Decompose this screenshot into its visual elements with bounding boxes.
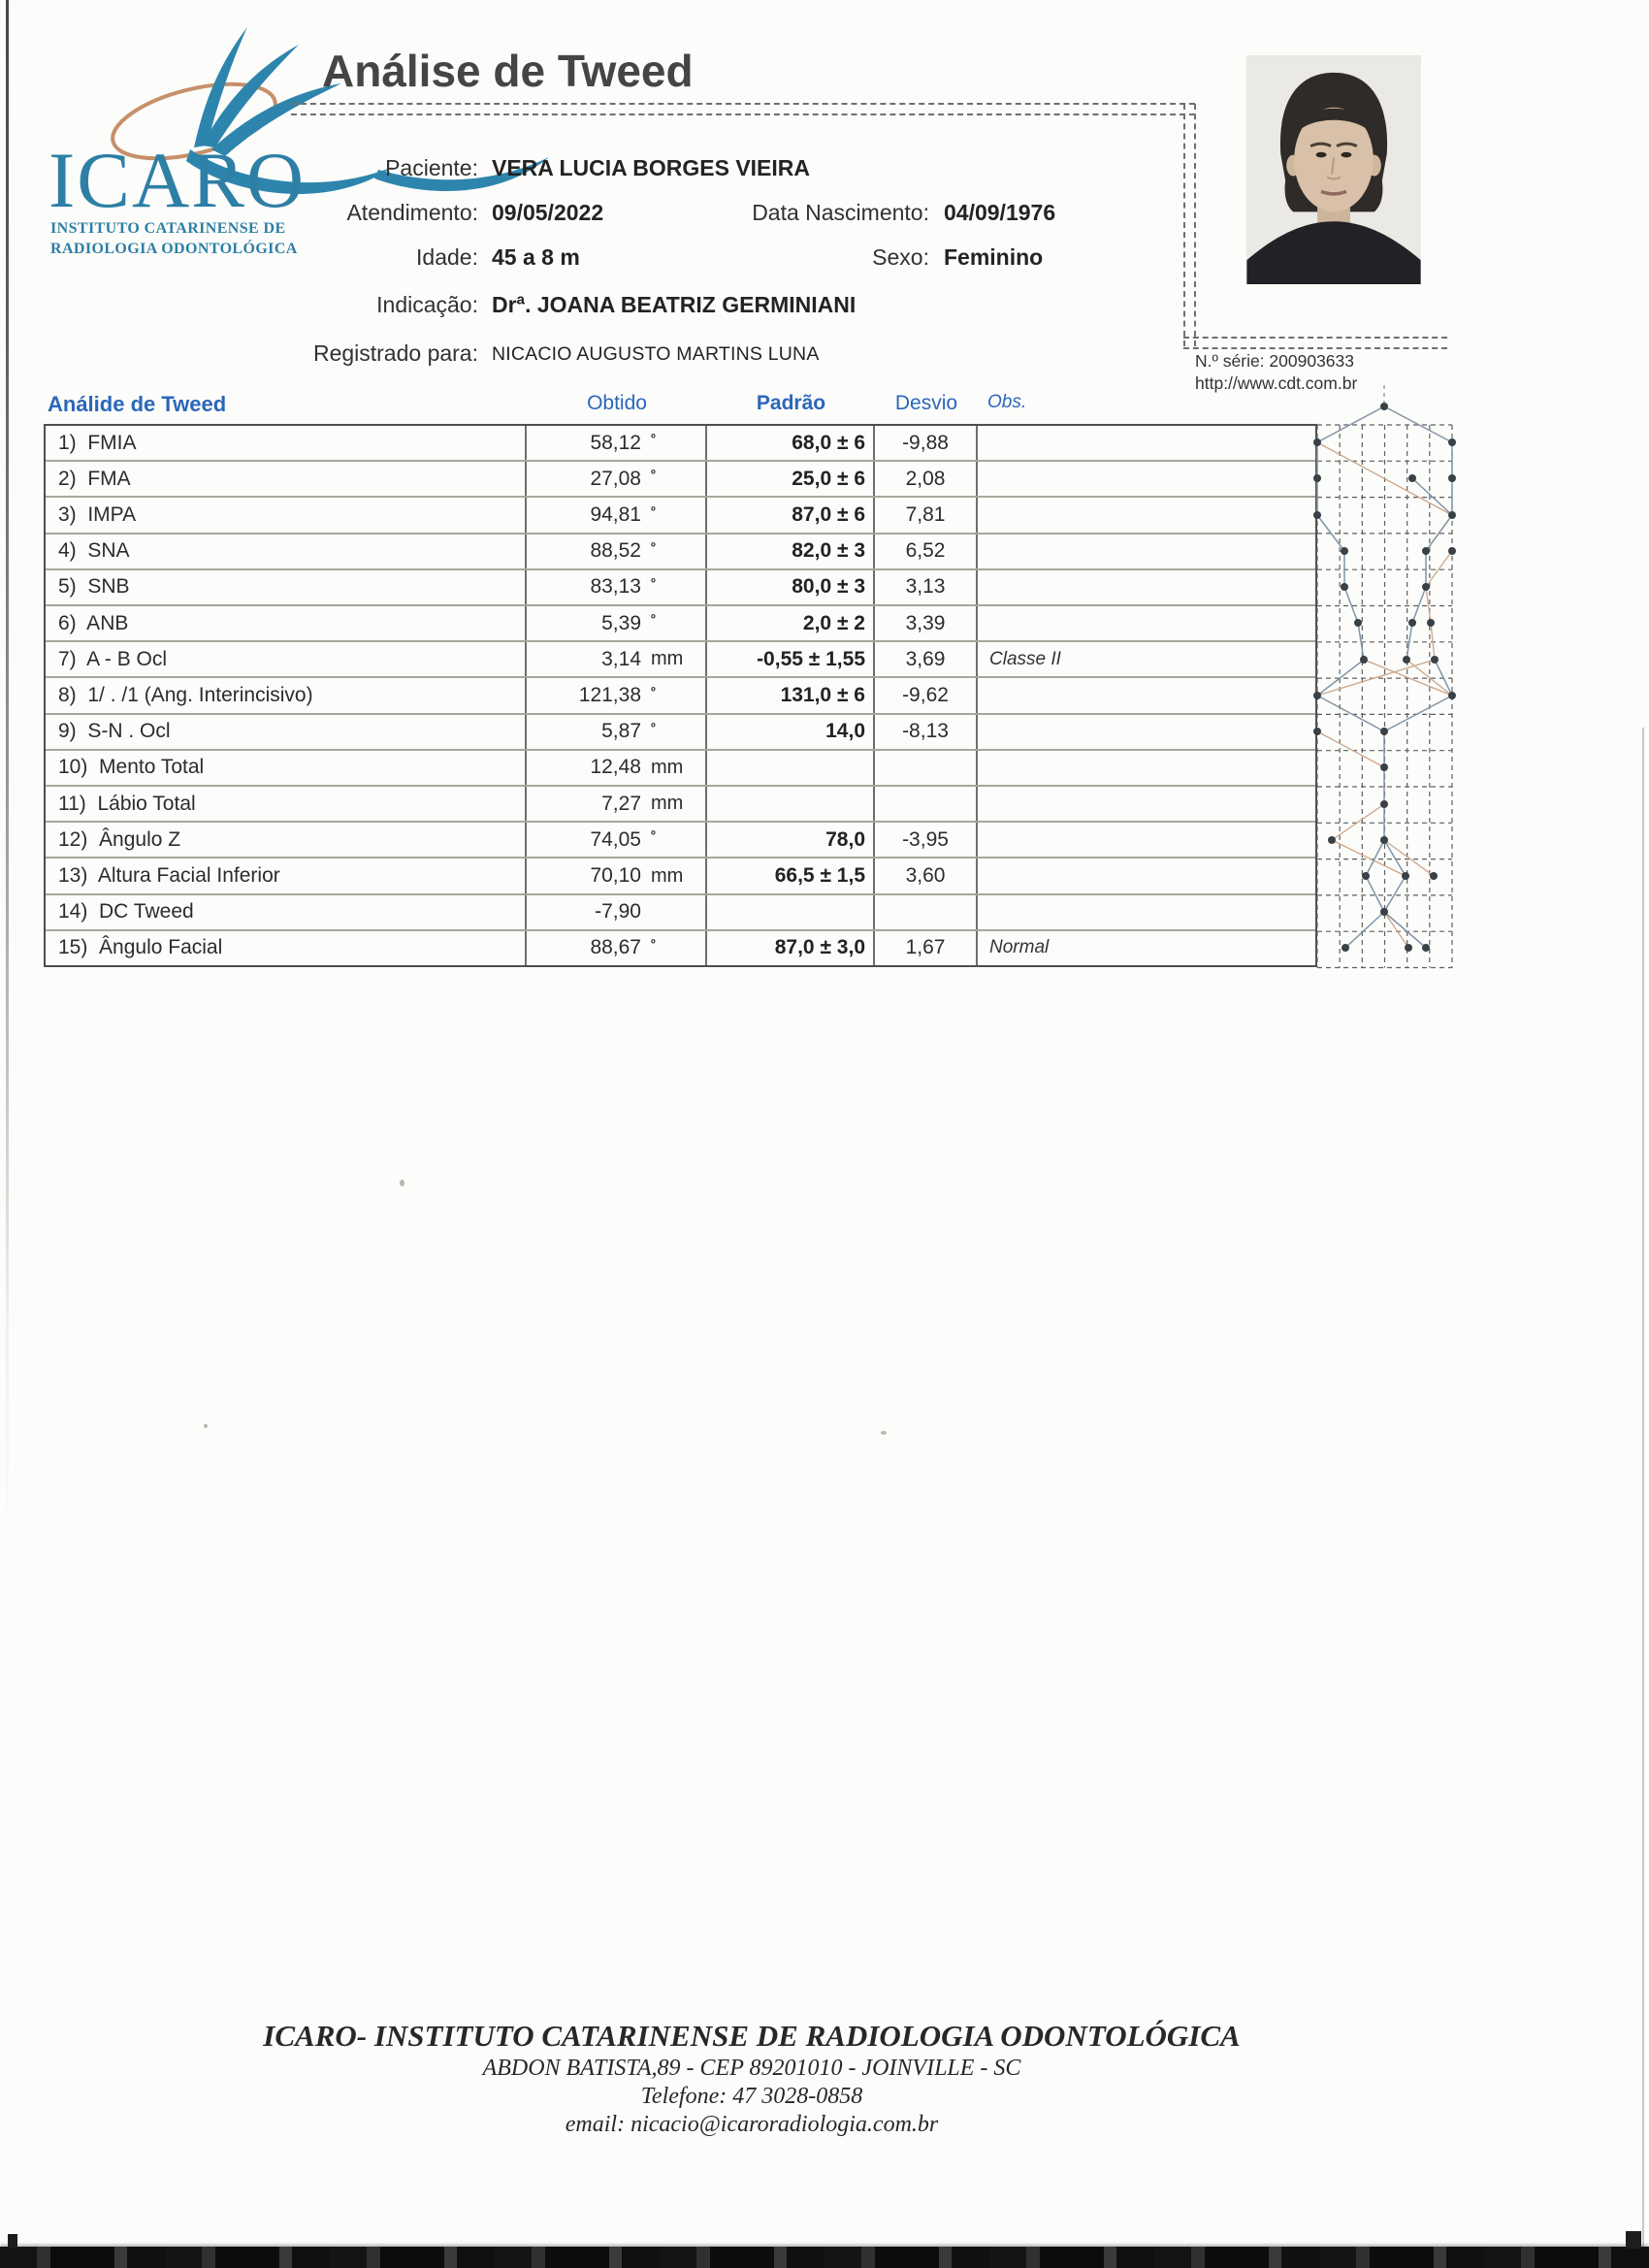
data-point — [1360, 656, 1368, 664]
data-point — [1408, 619, 1416, 627]
degree-symbol: º — [651, 431, 656, 446]
patient-field-label: Indicação: — [376, 292, 478, 317]
polygon-segment-blue — [1412, 587, 1426, 623]
cell-measurement-label: 7) A - B Ocl — [58, 647, 168, 670]
polygon-segment-blue — [1317, 696, 1384, 731]
polygon-segment-blue — [1344, 587, 1358, 623]
data-point — [1448, 511, 1456, 519]
footer-email: email: nicacio@icaroradiologia.com.br — [565, 2112, 939, 2137]
table-row — [46, 713, 1315, 749]
obtido-value: 88,67 — [590, 936, 641, 959]
polygon-segment-blue — [1366, 876, 1384, 912]
data-point — [1430, 872, 1438, 880]
patient-field-value: NICACIO AUGUSTO MARTINS LUNA — [492, 343, 820, 365]
degree-symbol: º — [651, 683, 656, 698]
obtido-value: 94,81 — [590, 503, 641, 526]
obtido-unit — [647, 576, 705, 599]
cell-obs — [976, 751, 1315, 785]
cell-measurement-label: 2) FMA — [58, 467, 131, 490]
polygon-segment-blue — [1345, 912, 1384, 948]
cell-desvio: -8,13 — [873, 715, 976, 749]
data-point — [1313, 692, 1321, 699]
right-scan-edge-line — [1642, 728, 1644, 2247]
data-point — [1313, 728, 1321, 735]
table-row — [46, 893, 1315, 929]
cell-obs: Normal — [976, 931, 1315, 965]
table-row — [46, 749, 1315, 785]
data-point — [1405, 944, 1412, 952]
obtido-value: 70,10 — [590, 864, 641, 888]
data-point — [1427, 619, 1435, 627]
patient-field-label: Atendimento: — [346, 200, 478, 225]
obtido-value: 88,52 — [590, 539, 641, 563]
scan-speck — [204, 1424, 208, 1428]
cell-obs — [976, 535, 1315, 568]
obtido-value: 58,12 — [590, 431, 641, 454]
cell-obtido — [525, 859, 705, 892]
obtido-unit: mm — [651, 793, 684, 815]
cell-obs: Classe II — [976, 642, 1315, 676]
data-point — [1362, 872, 1370, 880]
cell-desvio: 3,69 — [873, 642, 976, 676]
cell-measurement-label: 14) DC Tweed — [58, 900, 194, 923]
obtido-unit — [647, 685, 705, 707]
page-title: Análise de Tweed — [322, 46, 694, 96]
cell-obs — [976, 787, 1315, 821]
cell-padrao: 131,0 ± 6 — [705, 678, 873, 712]
obtido-unit — [647, 937, 705, 959]
patient-row — [0, 340, 1183, 372]
obtido-unit — [647, 540, 705, 563]
cell-obtido — [525, 823, 705, 857]
obtido-unit — [647, 432, 705, 454]
polygon-segment-blue — [1384, 876, 1406, 912]
obtido-unit — [647, 468, 705, 490]
degree-symbol: º — [651, 827, 656, 843]
cell-desvio — [873, 895, 976, 929]
table-row — [46, 496, 1315, 532]
footer-phone: Telefone: 47 3028-0858 — [640, 2084, 863, 2109]
patient-field-value: 04/09/1976 — [944, 200, 1056, 225]
cell-obs — [976, 570, 1315, 604]
degree-symbol: º — [651, 611, 656, 627]
cell-padrao: 66,5 ± 1,5 — [705, 859, 873, 892]
data-point — [1313, 474, 1321, 482]
cell-padrao: 87,0 ± 6 — [705, 498, 873, 532]
cell-measurement-label: 5) SNB — [58, 575, 130, 599]
patient-photo — [1246, 55, 1421, 284]
cell-obtido — [525, 895, 705, 929]
logo-subtitle-line1: INSTITUTO CATARINENSE DE — [50, 220, 286, 237]
cell-obtido — [525, 462, 705, 496]
cell-measurement-label: 6) ANB — [58, 611, 129, 634]
cephalometric-polygon-diagram — [1310, 383, 1465, 977]
tweed-analysis-table — [44, 424, 1317, 967]
cell-desvio: 3,39 — [873, 606, 976, 640]
col-header-desvio: Desvio — [894, 392, 958, 414]
polygon-segment-tan — [1431, 623, 1435, 660]
data-point — [1342, 944, 1349, 952]
data-point — [1448, 438, 1456, 446]
cell-obtido — [525, 606, 705, 640]
data-point — [1354, 619, 1362, 627]
table-row — [46, 460, 1315, 496]
table-row — [46, 640, 1315, 676]
data-point — [1380, 763, 1388, 771]
data-point — [1422, 944, 1430, 952]
cell-measurement-label: 8) 1/ . /1 (Ang. Interincisivo) — [58, 684, 313, 707]
obtido-unit: mm — [651, 756, 684, 778]
cell-obs — [976, 678, 1315, 712]
patient-field-label: Idade: — [416, 244, 478, 270]
obtido-value: -7,90 — [595, 900, 641, 923]
obtido-value: 5,39 — [601, 611, 641, 634]
data-point — [1341, 583, 1348, 591]
obtido-unit — [647, 828, 705, 851]
cell-obtido — [525, 715, 705, 749]
table-row — [46, 533, 1315, 568]
cell-measurement-label: 15) Ângulo Facial — [58, 936, 223, 959]
table-row — [46, 604, 1315, 640]
data-point — [1402, 872, 1409, 880]
data-point — [1313, 438, 1321, 446]
data-point — [1328, 836, 1336, 844]
patient-field-label: Data Nascimento: — [752, 200, 929, 225]
data-point — [1380, 403, 1388, 410]
serial-url: http://www.cdt.com.br — [1195, 373, 1358, 393]
polygon-segment-tan — [1384, 840, 1434, 876]
cell-obs — [976, 715, 1315, 749]
patient-row — [0, 155, 1183, 186]
cell-padrao: 87,0 ± 3,0 — [705, 931, 873, 965]
obtido-value: 7,27 — [601, 792, 641, 815]
data-point — [1422, 547, 1430, 555]
data-point — [1341, 547, 1348, 555]
cell-measurement-label: 13) Altura Facial Inferior — [58, 864, 280, 888]
cell-measurement-label: 4) SNA — [58, 539, 130, 563]
scan-nub-right — [1626, 2231, 1641, 2249]
cell-obtido — [525, 570, 705, 604]
patient-field-label: Sexo: — [872, 244, 929, 270]
cell-padrao: 80,0 ± 3 — [705, 570, 873, 604]
cell-measurement-label: 11) Lábio Total — [58, 792, 196, 815]
cell-desvio: 3,13 — [873, 570, 976, 604]
bottom-scan-band — [0, 2247, 1649, 2268]
cell-measurement-label: 9) S-N . Ocl — [58, 720, 171, 743]
cell-obs — [976, 823, 1315, 857]
table-row — [46, 821, 1315, 857]
data-point — [1448, 474, 1456, 482]
logo-subtitle-line2: RADIOLOGIA ODONTOLÓGICA — [50, 241, 298, 257]
patient-field-value: 09/05/2022 — [492, 200, 604, 225]
cell-measurement-label: 10) Mento Total — [58, 756, 205, 779]
data-point — [1408, 474, 1416, 482]
polygon-segment-blue — [1358, 623, 1364, 660]
degree-symbol: º — [651, 935, 656, 951]
table-row — [46, 785, 1315, 821]
table-row — [46, 857, 1315, 892]
obtido-unit: mm — [651, 648, 684, 670]
patient-field-value: 45 a 8 m — [492, 244, 580, 270]
cell-desvio — [873, 751, 976, 785]
cell-padrao — [705, 895, 873, 929]
cell-obs — [976, 498, 1315, 532]
cell-padrao — [705, 787, 873, 821]
cell-padrao: 2,0 ± 2 — [705, 606, 873, 640]
table-row — [46, 568, 1315, 604]
cell-obtido — [525, 426, 705, 460]
scan-speck — [881, 1431, 887, 1435]
col-header-padrao: Padrão — [756, 392, 826, 414]
cell-obtido — [525, 642, 705, 676]
obtido-unit: mm — [651, 864, 684, 887]
data-point — [1431, 656, 1439, 664]
obtido-unit — [647, 504, 705, 527]
cell-obtido — [525, 535, 705, 568]
obtido-unit — [647, 612, 705, 634]
obtido-value: 5,87 — [601, 720, 641, 743]
data-point — [1313, 511, 1321, 519]
cell-desvio: 6,52 — [873, 535, 976, 568]
patient-field-value: Feminino — [944, 244, 1044, 270]
degree-symbol: º — [651, 538, 656, 554]
cell-padrao — [705, 751, 873, 785]
patient-row — [0, 244, 1183, 275]
cell-obtido — [525, 751, 705, 785]
data-point — [1403, 656, 1410, 664]
data-point — [1380, 728, 1388, 735]
patient-row — [0, 292, 1183, 323]
cell-desvio: -9,88 — [873, 426, 976, 460]
serial-number: N.º série: 200903633 — [1195, 351, 1355, 371]
polygon-segment-blue — [1384, 696, 1452, 731]
cell-obs — [976, 426, 1315, 460]
obtido-value: 121,38 — [578, 684, 641, 707]
data-point — [1422, 583, 1430, 591]
degree-symbol: º — [651, 467, 656, 482]
col-header-name: Análide de Tweed — [48, 392, 227, 416]
data-point — [1380, 836, 1388, 844]
cell-obtido — [525, 498, 705, 532]
cell-measurement-label: 3) IMPA — [58, 503, 137, 526]
cell-padrao: 14,0 — [705, 715, 873, 749]
cell-obs — [976, 895, 1315, 929]
table-row — [46, 676, 1315, 712]
cell-padrao: 82,0 ± 3 — [705, 535, 873, 568]
table-header-row — [44, 392, 1317, 421]
obtido-value: 12,48 — [590, 756, 641, 779]
cell-obs — [976, 462, 1315, 496]
logo-wordmark: ICARO — [48, 136, 307, 224]
cell-obtido — [525, 931, 705, 965]
footer-address: ABDON BATISTA,89 - CEP 89201010 - JOINVILLE - SC — [482, 2056, 1021, 2081]
cell-obs — [976, 859, 1315, 892]
obtido-value: 83,13 — [590, 575, 641, 599]
patient-row — [0, 200, 1183, 231]
footer-institute-name: ICARO- INSTITUTO CATARINENSE DE RADIOLOGIA ODONTOLÓGICA — [263, 2019, 1241, 2053]
cell-padrao: -0,55 ± 1,55 — [705, 642, 873, 676]
obtido-value: 3,14 — [601, 647, 641, 670]
cell-measurement-label: 1) FMIA — [58, 431, 137, 454]
data-point — [1448, 692, 1456, 699]
cell-obs — [976, 606, 1315, 640]
degree-symbol: º — [651, 574, 656, 590]
patient-field-value: Drª. JOANA BEATRIZ GERMINIANI — [492, 292, 857, 317]
cell-obtido — [525, 678, 705, 712]
obtido-value: 74,05 — [590, 827, 641, 851]
polygon-segment-tan — [1317, 731, 1384, 767]
data-point — [1380, 908, 1388, 916]
cell-desvio — [873, 787, 976, 821]
patient-field-label: Paciente: — [385, 155, 478, 180]
cell-desvio: 7,81 — [873, 498, 976, 532]
cell-desvio: 2,08 — [873, 462, 976, 496]
table-row — [46, 929, 1315, 965]
obtido-unit — [647, 721, 705, 743]
degree-symbol: º — [651, 502, 656, 518]
cell-padrao: 68,0 ± 6 — [705, 426, 873, 460]
scan-speck — [400, 1180, 404, 1186]
footer-block — [73, 2018, 1431, 2139]
cell-padrao: 25,0 ± 6 — [705, 462, 873, 496]
col-header-obtido: Obtido — [587, 392, 647, 414]
cell-obtido — [525, 787, 705, 821]
obtido-value: 27,08 — [590, 467, 641, 490]
cell-desvio: -9,62 — [873, 678, 976, 712]
degree-symbol: º — [651, 719, 656, 734]
data-point — [1380, 800, 1388, 808]
table-row — [46, 426, 1315, 460]
data-point — [1448, 547, 1456, 555]
patient-field-label: Registrado para: — [312, 340, 478, 366]
cell-desvio: -3,95 — [873, 823, 976, 857]
col-header-obs: Obs. — [987, 392, 1027, 412]
cell-desvio: 1,67 — [873, 931, 976, 965]
cell-desvio: 3,60 — [873, 859, 976, 892]
cell-measurement-label: 12) Ângulo Z — [58, 827, 181, 851]
scan-nub-left — [8, 2234, 17, 2248]
patient-field-value: VERA LUCIA BORGES VIEIRA — [492, 155, 810, 180]
cell-padrao: 78,0 — [705, 823, 873, 857]
